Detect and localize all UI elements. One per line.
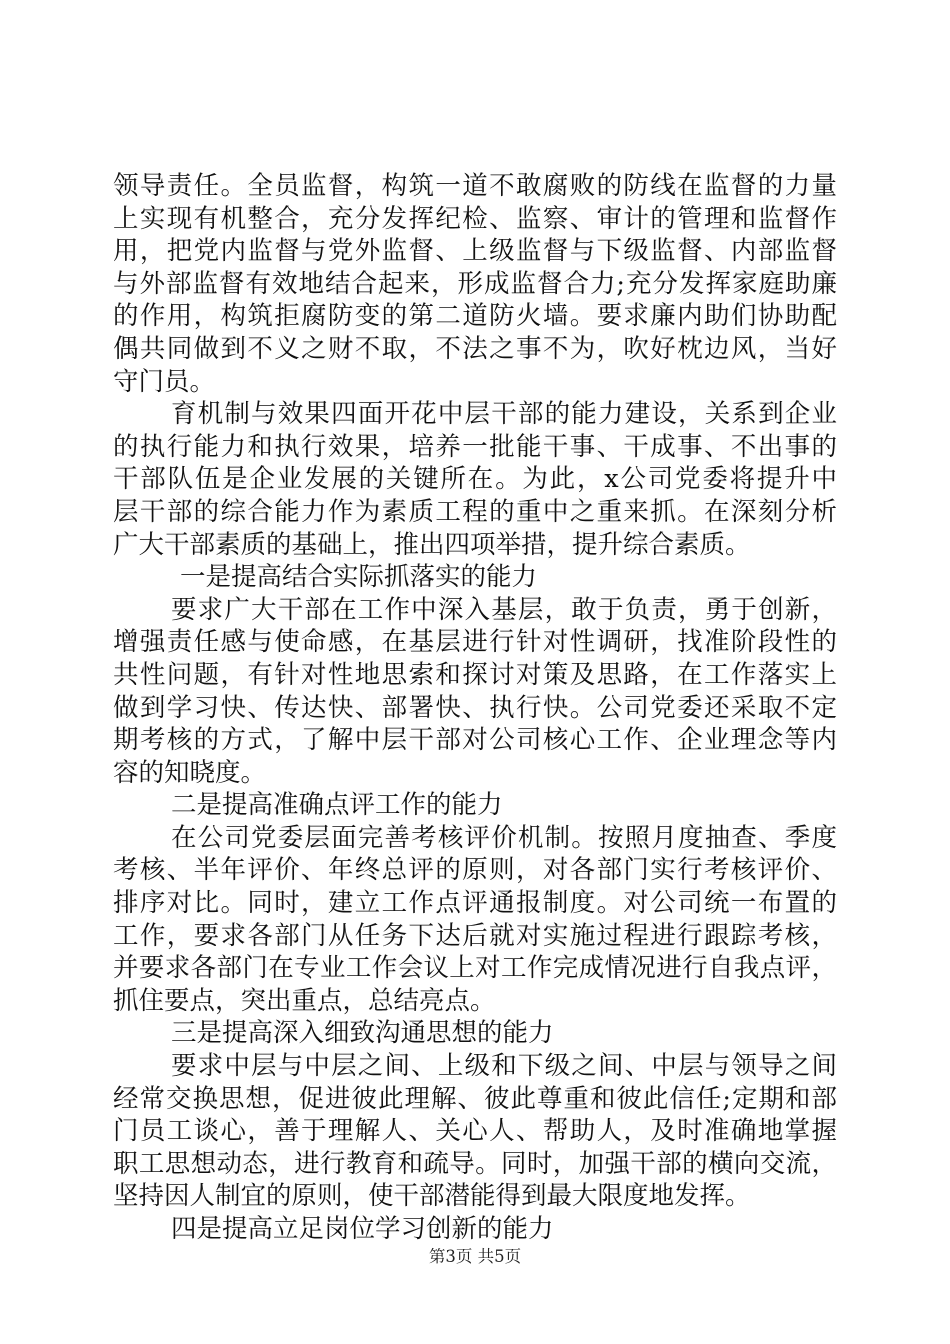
text-line: 并要求各部门在专业工作会议上对工作完成情况进行自我点评， — [113, 953, 837, 984]
text-line: 做到学习快、传达快、部署快、执行快。公司党委还采取不定 — [113, 692, 837, 723]
text-line: 门员工谈心，善于理解人、关心人、帮助人，及时准确地掌握 — [113, 1116, 837, 1147]
section-heading: 二是提高准确点评工作的能力 — [171, 790, 503, 821]
text-line: 的执行能力和执行效果，培养一批能干事、干成事、不出事的 — [113, 431, 837, 462]
text-line: 共性问题，有针对性地思索和探讨对策及思路，在工作落实上 — [113, 659, 837, 690]
body-text — [113, 170, 837, 1246]
paragraph-first-line: 育机制与效果四面开花中层干部的能力建设，关系到企业 — [171, 399, 837, 430]
text-line: 经常交换思想，促进彼此理解、彼此尊重和彼此信任;定期和部 — [113, 1083, 837, 1114]
text-line: 增强责任感与使命感，在基层进行针对性调研，找准阶段性的 — [113, 627, 837, 658]
text-line: 偶共同做到不义之财不取，不法之事不为，吹好枕边风，当好 — [113, 333, 837, 364]
paragraph-first-line: 要求广大干部在工作中深入基层，敢于负责，勇于创新， — [171, 594, 837, 625]
text-line: 干部队伍是企业发展的关键所在。为此，x公司党委将提升中 — [113, 464, 837, 495]
paragraph-first-line: 在公司党委层面完善考核评价机制。按照月度抽查、季度 — [171, 822, 837, 853]
section-heading: 一是提高结合实际抓落实的能力 — [180, 562, 538, 593]
text-line: 领导责任。全员监督，构筑一道不敢腐败的防线在监督的力量 — [113, 171, 837, 201]
text-line: 层干部的综合能力作为素质工程的重中之重来抓。在深刻分析 — [113, 496, 837, 527]
text-line: 与外部监督有效地结合起来，形成监督合力;充分发挥家庭助廉 — [113, 268, 837, 299]
text-line: 抓住要点，突出重点，总结亮点。 — [113, 985, 496, 1016]
text-line: 守门员。 — [113, 366, 216, 397]
text-line: 的作用，构筑拒腐防变的第二道防火墙。要求廉内助们协助配 — [113, 301, 837, 332]
text-line: 广大干部素质的基础上，推出四项举措，提升综合素质。 — [113, 529, 751, 560]
text-line: 考核、半年评价、年终总评的原则，对各部门实行考核评价、 — [113, 855, 837, 886]
text-line: 上实现有机整合，充分发挥纪检、监察、审计的管理和监督作 — [113, 203, 837, 234]
text-line: 用，把党内监督与党外监督、上级监督与下级监督、内部监督 — [113, 236, 837, 267]
section-heading: 四是提高立足岗位学习创新的能力 — [171, 1214, 554, 1244]
text-line: 职工思想动态，进行教育和疏导。同时，加强干部的横向交流， — [113, 1148, 837, 1179]
section-heading: 三是提高深入细致沟通思想的能力 — [171, 1018, 554, 1049]
paragraph-first-line: 要求中层与中层之间、上级和下级之间、中层与领导之间 — [171, 1051, 837, 1082]
text-line: 期考核的方式，了解中层干部对公司核心工作、企业理念等内 — [113, 725, 837, 756]
text-line: 排序对比。同时，建立工作点评通报制度。对公司统一布置的 — [113, 888, 837, 919]
text-line: 坚持因人制宜的原则，使干部潜能得到最大限度地发挥。 — [113, 1181, 751, 1212]
text-line: 容的知晓度。 — [113, 757, 267, 788]
page-footer: 第3页 共5页 — [428, 1247, 522, 1266]
text-line: 工作，要求各部门从任务下达后就对实施过程进行跟踪考核， — [113, 920, 837, 951]
